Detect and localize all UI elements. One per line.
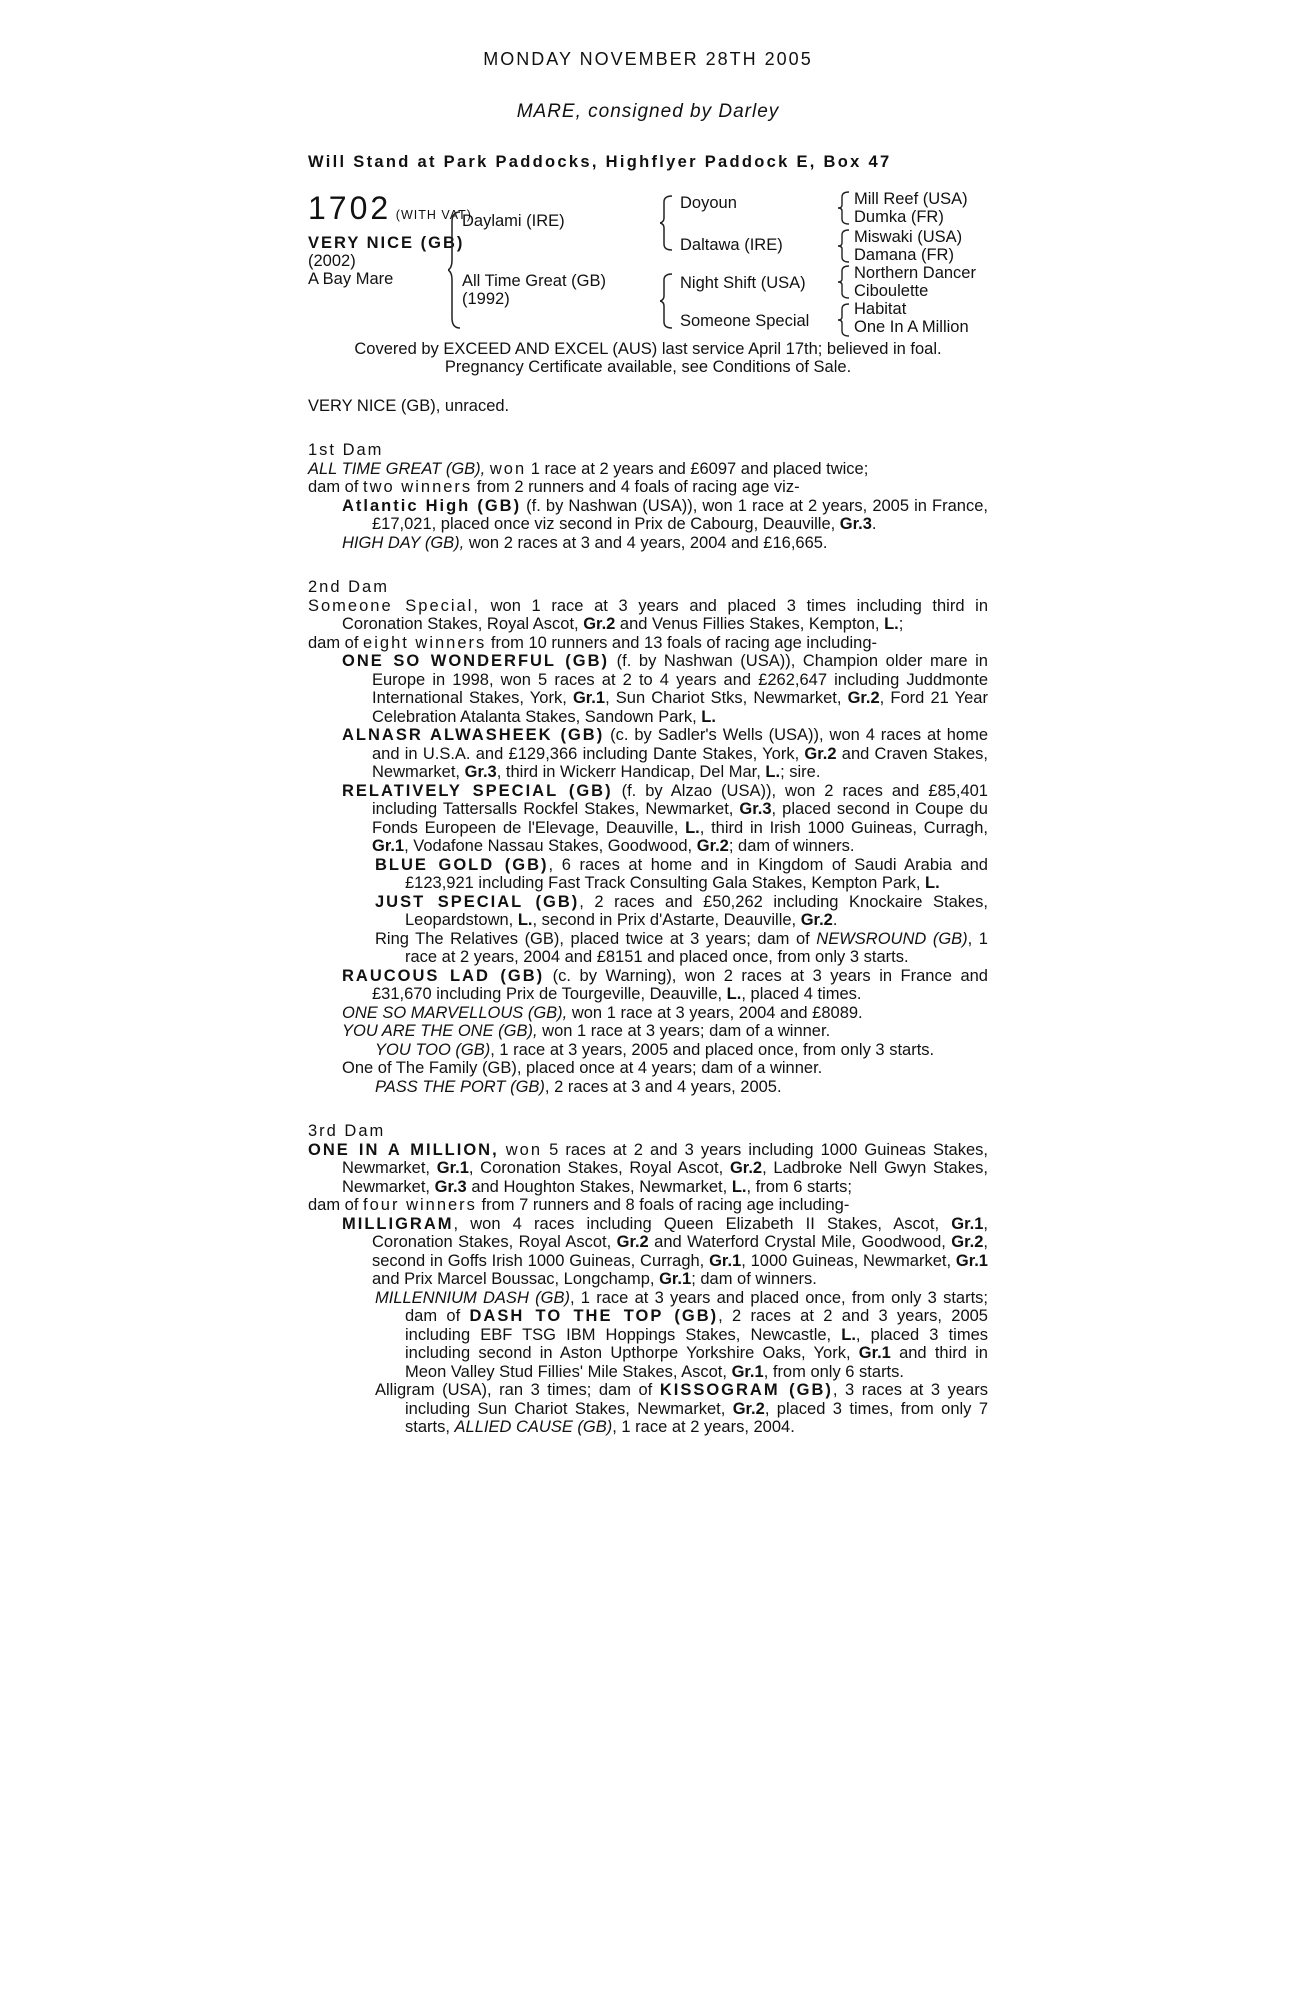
pedigree-table: [308, 190, 988, 340]
produce-entry: BLUE GOLD (GB), 6 races at home and in Kingdom of Saudi Arabia and £123,921 including Fast Track Consulting Gala Stakes, Kempton Park, L.: [375, 855, 988, 892]
dam-dam-sire: Habitat: [854, 299, 907, 318]
first-dam-title: 1st Dam: [308, 441, 384, 459]
brace-icon: [838, 302, 850, 338]
dam-dam: Someone Special: [680, 311, 810, 330]
dam-year: (1992): [462, 289, 510, 308]
first-dam-section: [308, 441, 988, 552]
produce-entry: ALNASR ALWASHEEK (GB) (c. by Sadler's Wells (USA)), won 4 races at home and in U.S.A. and £129,366 including Dante Stakes, York, Gr.2 and Craven Stakes, Newmarket, Gr.3, third in Wickerr Handicap, Del Mar, L.; sire.: [342, 726, 988, 781]
second-dam-section: [308, 578, 988, 1096]
lot-year: (2002): [308, 251, 356, 270]
sire-sire-sire: Mill Reef (USA): [854, 189, 968, 208]
sire-dam-dam: Damana (FR): [854, 245, 954, 264]
brace-icon: [660, 272, 674, 330]
pregnancy-certificate-line: Pregnancy Certificate available, see Conditions of Sale.: [444, 358, 852, 376]
produce-entry: One of The Family (GB), placed once at 4 years; dam of a winner.: [342, 1059, 823, 1077]
produce-entry: ONE SO WONDERFUL (GB) (f. by Nashwan (USA)), Champion older mare in Europe in 1998, won 5 races at 2 to 4 years and £262,647 including Juddmonte International Stakes, York, Gr.1, Sun Chariot Stks, Newmarket, Gr.2, Ford 21 Year Celebration Atalanta Stakes, Sandown Park, L.: [342, 652, 988, 726]
sire-sire: Doyoun: [680, 193, 737, 212]
produce-entry: Atlantic High (GB) (f. by Nashwan (USA)), won 1 race at 2 years, 2005 in France, £17,021, placed once viz second in Prix de Cabourg, Deauville, Gr.3.: [342, 496, 988, 533]
covered-by-line: Covered by EXCEED AND EXCEL (AUS) last service April 17th; believed in foal.: [354, 339, 942, 358]
third-dam-produce-summary: dam of four winners from 7 runners and 8 foals of racing age including-: [308, 1196, 850, 1214]
dam-sire: Night Shift (USA): [680, 273, 806, 292]
produce-entry: YOU ARE THE ONE (GB), won 1 race at 3 years; dam of a winner.: [342, 1022, 831, 1040]
dam-sire-dam: Ciboulette: [854, 281, 929, 300]
brace-icon: [448, 210, 462, 330]
produce-entry: HIGH DAY (GB), won 2 races at 3 and 4 years, 2004 and £16,665.: [342, 533, 828, 552]
dam: All Time Great (GB): [462, 271, 606, 290]
second-dam-record: Someone Special, won 1 race at 3 years and placed 3 times including third in Coronation Stakes, Royal Ascot, Gr.2 and Venus Fillies Stakes, Kempton, L.;: [308, 596, 988, 633]
third-dam-section: [308, 1122, 988, 1437]
produce-entry: ONE SO MARVELLOUS (GB), won 1 race at 3 years, 2004 and £8089.: [342, 1003, 863, 1022]
catalogue-page: [308, 48, 988, 1437]
produce-entry: MILLENNIUM DASH (GB), 1 race at 3 years and placed once, from only 3 starts; dam of DASH TO THE TOP (GB), 2 races at 2 and 3 years, 2005 including EBF TSG IBM Hoppings Stakes, Newcastle, L., placed 3 times including second in Aston Upthorpe Yorkshire Oaks, York, Gr.1 and third in Meon Valley Stud Fillies' Mile Stakes, Ascot, Gr.1, from only 6 starts.: [375, 1288, 989, 1381]
sire-dam: Daltawa (IRE): [680, 235, 783, 254]
lot-description: A Bay Mare: [308, 269, 394, 288]
horse-summary: VERY NICE (GB), unraced.: [308, 396, 510, 415]
produce-entry: RAUCOUS LAD (GB) (c. by Warning), won 2 races at 3 years in France and £31,670 including Prix de Tourgeville, Deauville, L., placed 4 times.: [342, 966, 988, 1003]
third-dam-title: 3rd Dam: [308, 1122, 386, 1140]
brace-icon: [838, 264, 850, 300]
second-dam-title: 2nd Dam: [308, 578, 389, 596]
consignor-line: MARE, consigned by Darley: [516, 100, 780, 122]
sire: Daylami (IRE): [462, 211, 565, 230]
brace-icon: [660, 194, 674, 252]
sire-sire-dam: Dumka (FR): [854, 207, 944, 226]
produce-entry: JUST SPECIAL (GB), 2 races and £50,262 including Knockaire Stakes, Leopardstown, L., second in Prix d'Astarte, Deauville, Gr.2.: [375, 892, 989, 929]
second-dam-produce-summary: dam of eight winners from 10 runners and 13 foals of racing age including-: [308, 633, 878, 652]
first-dam-record: ALL TIME GREAT (GB), won 1 race at 2 years and £6097 and placed twice;: [308, 459, 869, 478]
produce-entry: YOU TOO (GB), 1 race at 3 years, 2005 and placed once, from only 3 starts.: [375, 1040, 935, 1059]
dam-dam-dam: One In A Million: [854, 317, 969, 336]
lot-name: VERY NICE (GB): [308, 233, 465, 252]
third-dam-record: ONE IN A MILLION, won 5 races at 2 and 3 years including 1000 Guineas Stakes, Newmarket, Gr.1, Coronation Stakes, Royal Ascot, Gr.2, Ladbroke Nell Gwyn Stakes, Newmarket, Gr.3 and Houghton Stakes, Newmarket, L., from 6 starts;: [308, 1140, 988, 1196]
stand-location: Will Stand at Park Paddocks, Highflyer Paddock E, Box 47: [308, 153, 892, 171]
brace-icon: [838, 190, 850, 226]
produce-entry: RELATIVELY SPECIAL (GB) (f. by Alzao (USA)), won 2 races and £85,401 including Tattersalls Rockfel Stakes, Newmarket, Gr.3, placed second in Coupe du Fonds Europeen de l'Elevage, Deauville, L., third in Irish 1000 Guineas, Curragh, Gr.1, Vodafone Nassau Stakes, Goodwood, Gr.2; dam of winners.: [342, 781, 988, 855]
produce-entry: MILLIGRAM, won 4 races including Queen Elizabeth II Stakes, Ascot, Gr.1, Coronation Stakes, Royal Ascot, Gr.2 and Waterford Crystal Mile, Goodwood, Gr.2, second in Goffs Irish 1000 Guineas, Curragh, Gr.1, 1000 Guineas, Newmarket, Gr.1 and Prix Marcel Boussac, Longchamp, Gr.1; dam of winners.: [342, 1214, 988, 1288]
produce-entry: Alligram (USA), ran 3 times; dam of KISSOGRAM (GB), 3 races at 3 years including Sun Chariot Stakes, Newmarket, Gr.2, placed 3 times, from only 7 starts, ALLIED CAUSE (GB), 1 race at 2 years, 2004.: [375, 1381, 989, 1436]
lot-number: 1702: [308, 189, 392, 226]
sale-date: MONDAY NOVEMBER 28TH 2005: [483, 49, 813, 69]
sire-dam-sire: Miswaki (USA): [854, 227, 963, 246]
brace-icon: [838, 228, 850, 264]
first-dam-produce-summary: dam of two winners from 2 runners and 4 foals of racing age viz-: [308, 478, 800, 496]
produce-entry: Ring The Relatives (GB), placed twice at 3 years; dam of NEWSROUND (GB), 1 race at 2 years, 2004 and £8151 and placed once, from only 3 starts.: [375, 929, 988, 966]
vat-note: (WITH VAT): [395, 207, 472, 222]
dam-sire-sire: Northern Dancer: [854, 263, 976, 282]
produce-entry: PASS THE PORT (GB), 2 races at 3 and 4 years, 2005.: [375, 1077, 782, 1096]
